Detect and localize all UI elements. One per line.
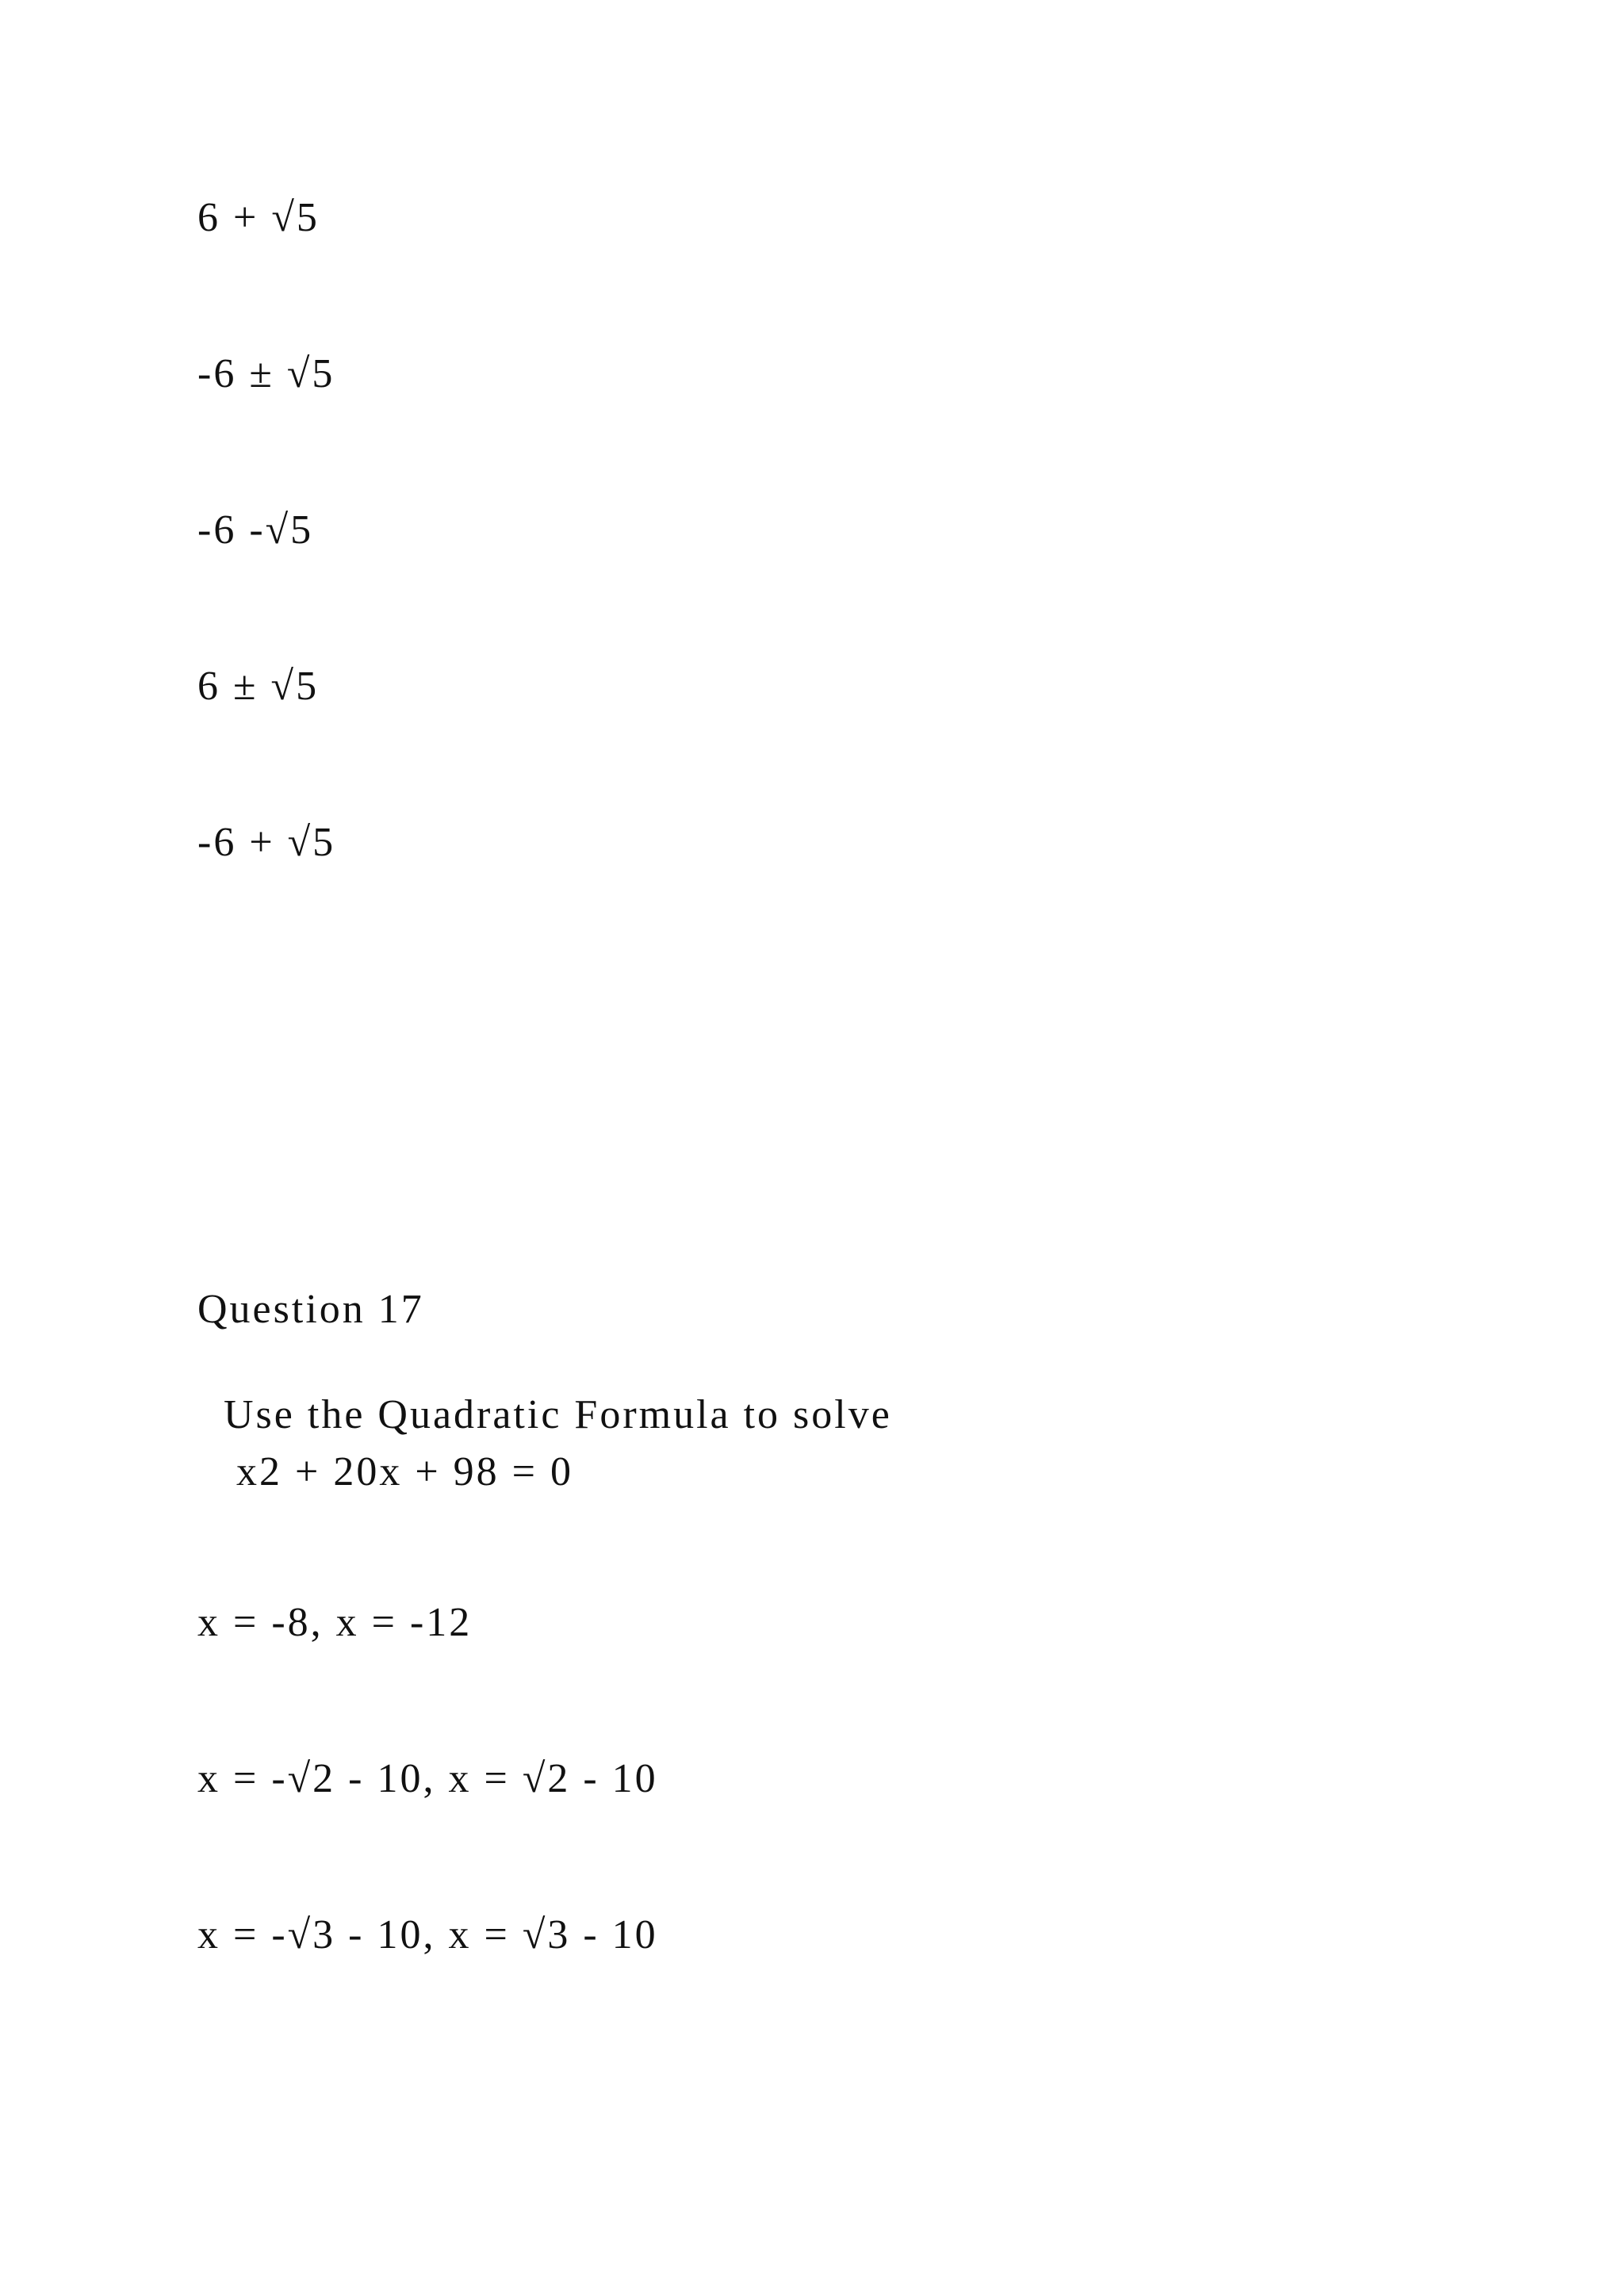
question-equation: x2 + 20x + 98 = 0 [236, 1449, 573, 1494]
answer-option: -6 ± √5 [197, 351, 335, 396]
answer-option: x = -√3 - 10, x = √3 - 10 [197, 1912, 658, 1957]
answer-option: -6 -√5 [197, 507, 314, 553]
answer-option: x = -√2 - 10, x = √2 - 10 [197, 1756, 658, 1801]
answer-option: x = -8, x = -12 [197, 1600, 473, 1645]
answer-option: 6 ± √5 [197, 664, 320, 709]
answer-option: 6 + √5 [197, 195, 320, 240]
question-title: Question 17 [197, 1287, 424, 1332]
question-prompt: Use the Quadratic Formula to solve [224, 1392, 892, 1437]
answer-option: -6 + √5 [197, 820, 336, 865]
